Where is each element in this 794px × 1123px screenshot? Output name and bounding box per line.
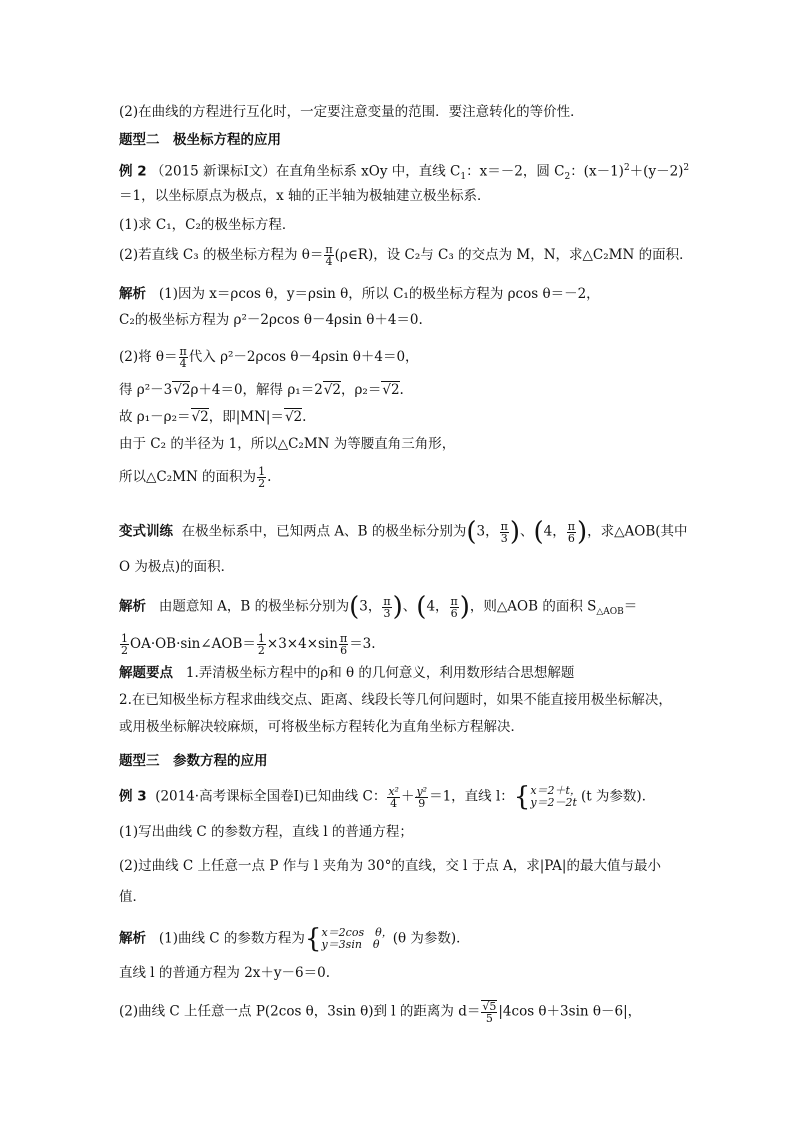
solution-line-2: C₂的极坐标方程为 ρ²－2ρcos θ－4ρsin θ＋4＝0. (119, 312, 423, 328)
section-heading-2: 题型二 极坐标方程的应用 (119, 132, 281, 148)
key-points-line-2: 2.在已知极坐标方程求曲线交点、距离、线段长等几何问题时，如果不能直接用极坐标解决， (119, 692, 672, 708)
key-points-line-3: 或用极坐标解决较麻烦，可将极坐标方程转化为直角坐标方程解决． (119, 719, 524, 735)
section-heading-3: 题型三 参数方程的应用 (119, 753, 268, 769)
curve-c-parametric-system: x＝2cos θ， y＝3sin θ (321, 926, 393, 951)
question-3-3: 值． (119, 889, 146, 905)
key-points-label: 解题要点 (119, 665, 173, 681)
example-3-line-1: 例 3 (2014·高考课标全国卷Ⅰ)已知曲线 C： $\frac{\text{x²}}{4}$ ＋ $\frac{\text{y²}}{9}$ ＝1，直线 l：{ x＝2＋t， y＝2－2t (t 为参数)． (119, 782, 656, 812)
example-2-line-2: ＝1，以坐标原点为极点，x 轴的正半轴为极轴建立极坐标系． (119, 188, 491, 204)
example-3-solution-line-1: 解析 (1)曲线 C 的参数方程为{ x＝2cos θ， y＝3sin θ (θ 为参数)． (119, 924, 470, 954)
question-3-2: (2)过曲线 C 上任意一点 P 作与 l 夹角为 30°的直线，交 l 于点 A，求|PA|的最大值与最小 (119, 858, 661, 874)
variant-line-1: 变式训练 在极坐标系中，已知两点 A、B 的极坐标分别为(3， $\frac{\pi}{3}$ )、(4， $\frac{\pi}{6}$ )，求△AOB(其中 (119, 517, 688, 547)
one-half-fraction: $\frac{1}{2}$ (258, 465, 266, 490)
solution-line-7: 所以△C₂MN 的面积为 $\frac{1}{2}$ . (119, 465, 272, 490)
pi-over-4-fraction: $\frac{\pi}{4}$ (179, 345, 187, 370)
solution-line-5: 故 ρ₁－ρ₂＝√2，即|MN|＝√2. (119, 409, 307, 425)
question-2: (2)若直线 C₃ 的极坐标方程为 θ＝ $\frac{\pi}{4}$ (ρ∈R)，设 C₂与 C₃ 的交点为 M，N，求△C₂MN 的面积． (119, 243, 693, 268)
example-3-solution-line-3: (2)曲线 C 上任意一点 P(2cos θ，3sin θ)到 l 的距离为 d＝ $\frac{√5}{5}$ |4cos θ＋3sin θ－6|， (119, 1000, 642, 1025)
variant-solution-line-2: $\frac{1}{2}$ OA·OB·sin∠AOB＝ $\frac{1}{2}$ ×3×4×sin $\frac{\pi}{6}$ ＝3. (121, 632, 376, 657)
key-points-line-1: 解题要点 1.弄清极坐标方程中的ρ和 θ 的几何意义，利用数形结合思想解题 (119, 665, 575, 681)
example-label: 例 2 (119, 163, 147, 180)
example-2-line-1: 例 2 （2015 新课标Ⅰ文）在直角坐标系 xOy 中，直线 $C_1$：x＝－2，圆 $C_2$：$(x-1)^2+(y-2)^2$ (119, 163, 690, 183)
variant-line-2: O 为极点)的面积． (119, 559, 235, 575)
question-3-1: (1)写出曲线 C 的参数方程，直线 l 的普通方程； (119, 824, 413, 840)
line-l-system: x＝2＋t， y＝2－2t (530, 784, 581, 809)
solution-line-6: 由于 C₂ 的半径为 1，所以△C₂MN 为等腰直角三角形， (119, 436, 456, 452)
pi-over-4-fraction: $\frac{\pi}{4}$ (325, 243, 333, 268)
solution-line-1: 解析 (1)因为 x＝ρcos θ，y＝ρsin θ，所以 C₁的极坐标方程为 ρcos θ＝－2， (119, 286, 600, 302)
example-3-solution-line-2: 直线 l 的普通方程为 2x＋y－6＝0. (119, 965, 330, 981)
solution-label: 解析 (119, 286, 146, 302)
variant-solution-line-1: 解析 由题意知 A，B 的极坐标分别为(3， $\frac{\pi}{3}$ )、(4， $\frac{\pi}{6}$ )，则△AOB 的面积 $S_{\triangle AOB}=$ (119, 592, 638, 622)
solution-line-4: 得 ρ²－3√2ρ＋4＝0，解得 ρ₁＝2√2，ρ₂＝√2. (119, 382, 404, 398)
example-label: 例 3 (119, 788, 147, 805)
variant-label: 变式训练 (119, 523, 173, 540)
text-line-1: (2)在曲线的方程进行互化时，一定要注意变量的范围．要注意转化的等价性． (119, 104, 584, 120)
question-1: (1)求 C₁，C₂的极坐标方程． (119, 217, 296, 233)
solution-line-3: (2)将 θ＝ $\frac{\pi}{4}$ 代入 ρ²－2ρcos θ－4ρsin θ＋4＝0， (119, 345, 419, 370)
